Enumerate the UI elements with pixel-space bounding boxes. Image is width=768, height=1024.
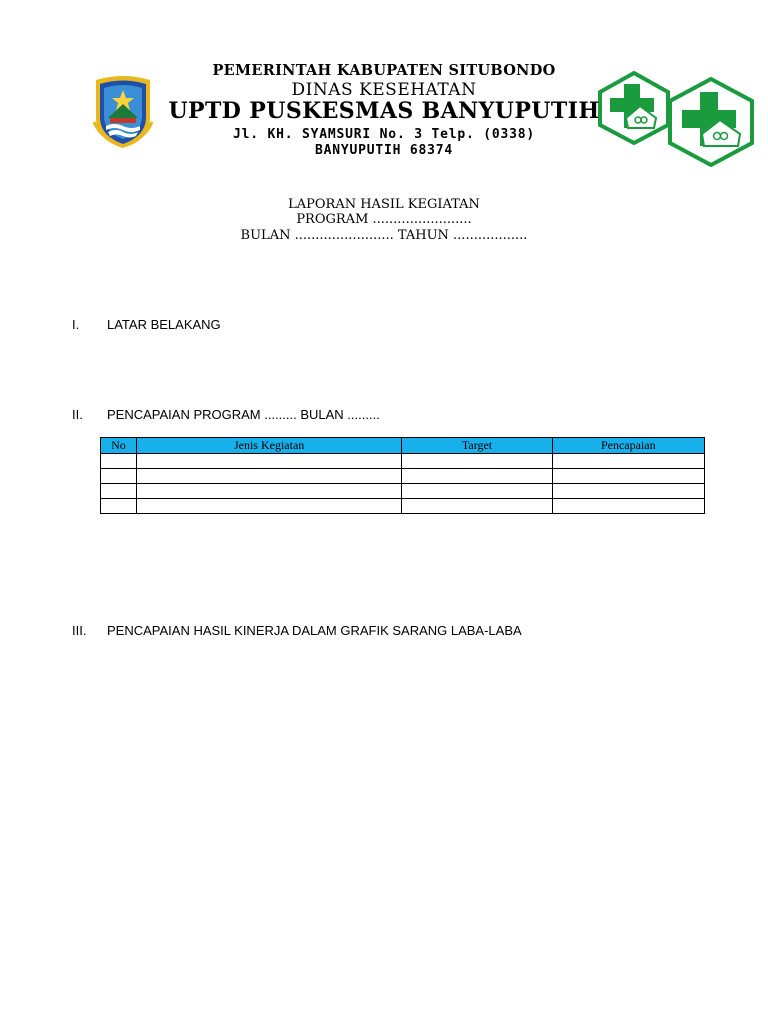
header-institution: UPTD PUSKESMAS BANYUPUTIH (168, 98, 600, 124)
column-header-no: No (101, 438, 137, 454)
header-department: DINAS KESEHATAN (291, 80, 477, 100)
column-header-pencapaian: Pencapaian (552, 438, 704, 454)
table-cell (136, 499, 402, 514)
table-cell (136, 484, 402, 499)
table-cell (552, 469, 704, 484)
puskesmas-logo-icon (666, 76, 756, 168)
table-row (101, 484, 705, 499)
header-city: BANYUPUTIH 68374 (314, 143, 454, 158)
table-cell (136, 469, 402, 484)
table-cell (101, 454, 137, 469)
table-header-row (101, 438, 705, 454)
section-number: II. (72, 407, 83, 422)
achievement-table (100, 437, 705, 514)
table-cell (402, 499, 552, 514)
header-address: Jl. KH. SYAMSURI No. 3 Telp. (0338) (233, 127, 535, 142)
section-heading-grafik-kinerja: PENCAPAIAN HASIL KINERJA DALAM GRAFIK SARANG LABA-LABA (107, 623, 522, 638)
table-cell (402, 469, 552, 484)
report-program: PROGRAM ........................ (296, 212, 472, 227)
table-row (101, 469, 705, 484)
table-cell (402, 484, 552, 499)
kabupaten-emblem-icon (90, 74, 156, 150)
section-heading-latar-belakang: LATAR BELAKANG (107, 317, 221, 332)
table-cell (402, 454, 552, 469)
table-row (101, 499, 705, 514)
header-government: PEMERINTAH KABUPATEN SITUBONDO (212, 62, 556, 79)
table-cell (101, 484, 137, 499)
report-period: BULAN ........................ TAHUN .................. (240, 228, 528, 243)
column-header-jenis-kegiatan: Jenis Kegiatan (136, 438, 402, 454)
column-header-target: Target (402, 438, 552, 454)
table-cell (101, 499, 137, 514)
table-cell (552, 499, 704, 514)
section-number: I. (72, 317, 80, 332)
table-cell (552, 484, 704, 499)
table-cell (101, 469, 137, 484)
section-heading-pencapaian-program: PENCAPAIAN PROGRAM ......... BULAN ......... (107, 407, 380, 422)
table-cell (552, 454, 704, 469)
table-cell (136, 454, 402, 469)
report-title: LAPORAN HASIL KEGIATAN (288, 197, 480, 212)
table-row (101, 454, 705, 469)
section-number: III. (72, 623, 87, 638)
